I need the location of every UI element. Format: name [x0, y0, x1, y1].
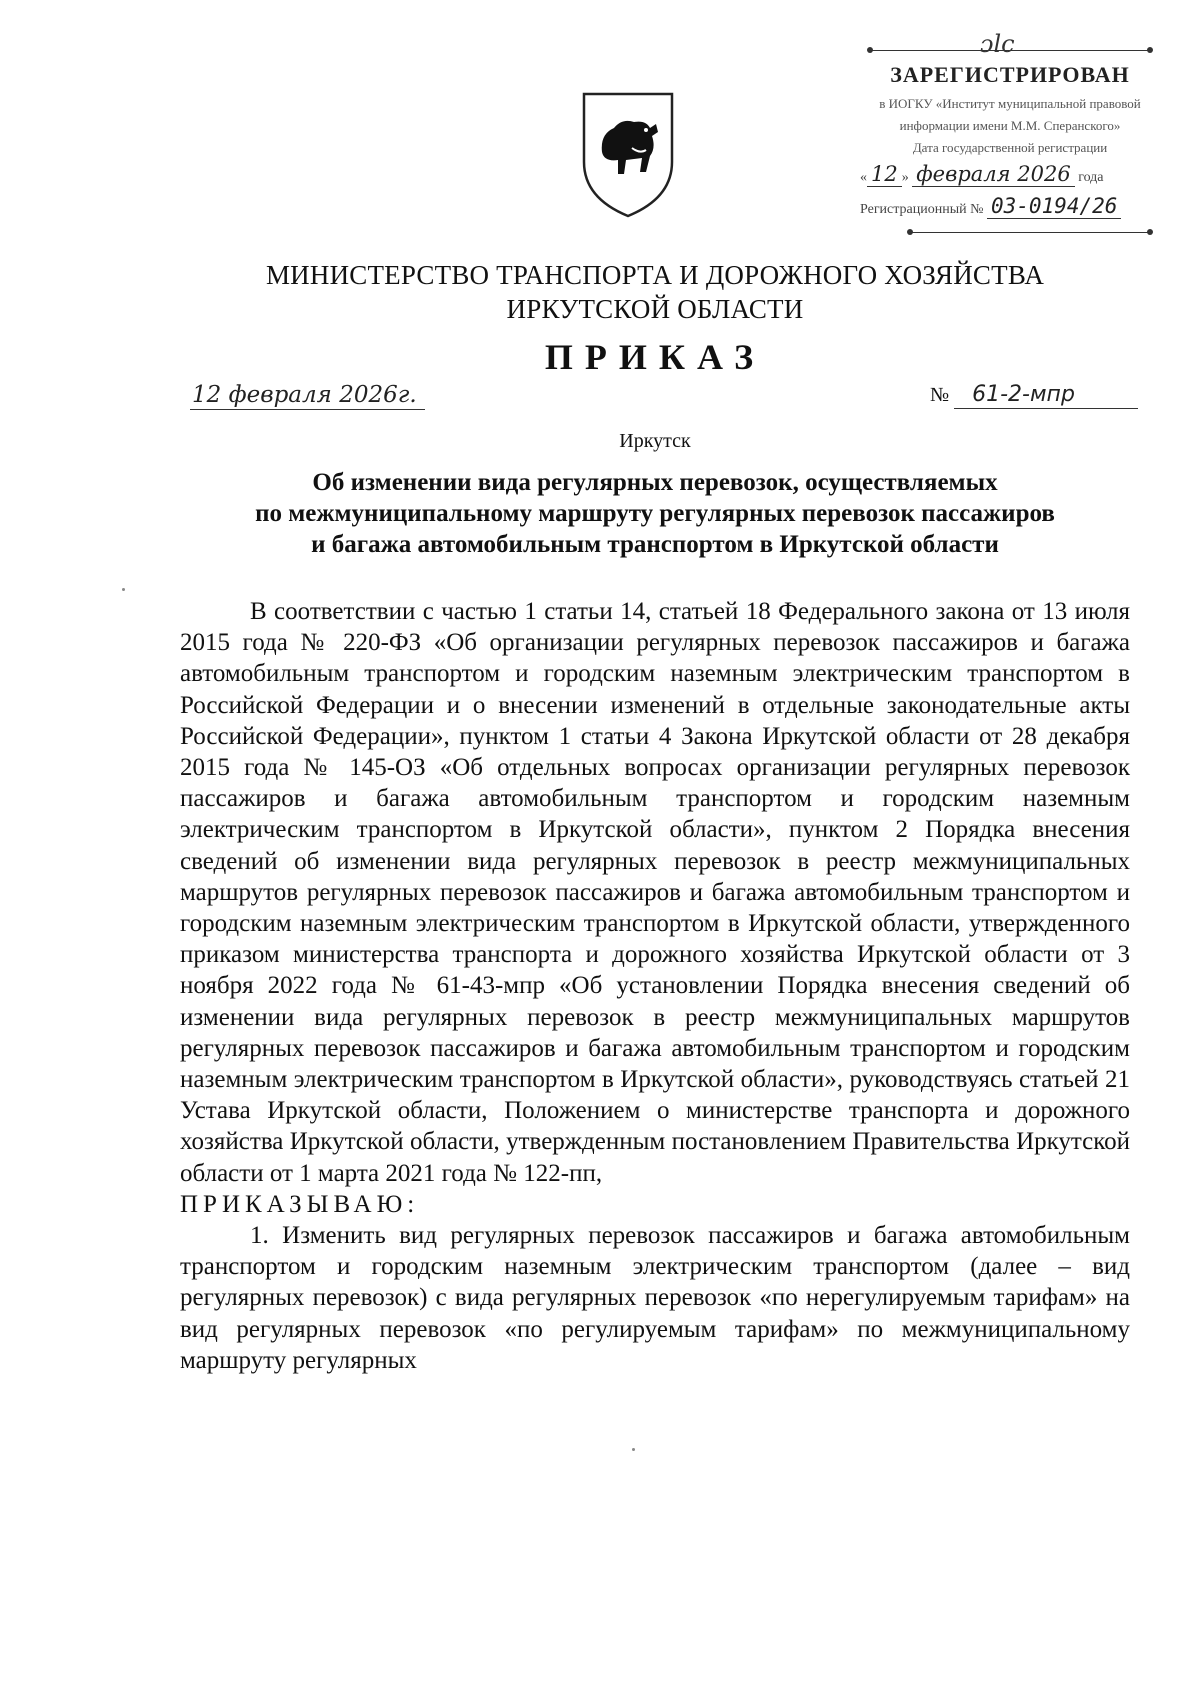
- stamp-date-suffix: года: [1078, 170, 1104, 185]
- stamp-reg-number: 03-0194/26: [987, 194, 1121, 219]
- stamp-date-month-year: февраля 2026: [912, 162, 1074, 187]
- order-date: 12 февраля 2026г.: [190, 382, 425, 410]
- document-type: ПРИКАЗ: [544, 337, 766, 377]
- scan-speck: [122, 588, 125, 591]
- heading-line-3: и багажа автомобильным транспортом в Иркутской области: [311, 531, 999, 558]
- stamp-bottom-line: [910, 232, 1150, 233]
- order-heading: [150, 467, 1160, 560]
- stamp-title: ЗАРЕГИСТРИРОВАН: [890, 62, 1130, 87]
- stamp-date-prefix: «: [860, 170, 867, 185]
- stamp-date-sep: »: [901, 170, 909, 185]
- preamble-paragraph: В соответствии с частью 1 статьи 14, статьей 18 Федерального закона от 13 июля 2015 года № 220-ФЗ «Об организации регулярных перевозок пассажиров и багажа автомобильным транспортом и городским наземным электрическим транспортом в Российской Федерации и о внесении изменений в отдельные законодательные акты Российской Федерации», пунктом 1 статьи 4 Закона Иркутской области от 28 декабря 2015 года № 145-ОЗ «Об отдельных вопросах организации регулярных перевозок пассажиров и багажа автомобильным транспортом и городским наземным электрическим транспортом в Иркутской области», пунктом 2 Порядка внесения сведений об изменении вида регулярных перевозок в реестр межмуниципальных маршрутов регулярных перевозок пассажиров и багажа автомобильным транспортом и городским наземным электрическим транспортом в Иркутской области, утвержденного приказом министерства транспорта и дорожного хозяйства Иркутской области от 3 ноября 2022 года № 61-43-мпр «Об установлении Порядка внесения сведений об изменении вида регулярных перевозок в реестр межмуниципальных маршрутов регулярных перевозок пассажиров и багажа автомобильным транспортом и городским наземным электрическим транспортом в Иркутской области», руководствуясь статьей 21 Устава Иркутской области, Положением о министерстве транспорта и дорожного хозяйства Иркутской области, утвержденным постановлением Правительства Иркутской области от 1 марта 2021 года № 122-пп,: [180, 598, 1130, 1187]
- stamp-date-day: 12: [867, 162, 902, 187]
- scan-speck: [632, 1448, 635, 1451]
- heading-line-2: по межмуниципальному маршруту регулярных перевозок пассажиров: [255, 500, 1055, 527]
- stamp-org-line-2: информации имени М.М. Сперанского»: [899, 118, 1121, 133]
- decree-word: ПРИКАЗЫВАЮ:: [180, 1190, 420, 1218]
- ministry-line-2: ИРКУТСКОЙ ОБЛАСТИ: [506, 294, 804, 324]
- order-body: [180, 596, 1130, 1376]
- order-number-label: №: [930, 384, 950, 406]
- ministry-line-1: МИНИСТЕРСТВО ТРАНСПОРТА И ДОРОЖНОГО ХОЗЯЙСТВА: [265, 260, 1045, 290]
- stamp-registration-date: [860, 162, 1180, 186]
- stamp-handwritten-mark: ɔlc: [980, 30, 1015, 58]
- city: Иркутск: [619, 430, 691, 452]
- ministry-name: [0, 258, 1200, 326]
- order-number: 61-2-мпр: [954, 382, 1138, 409]
- order-item-1: 1. Изменить вид регулярных перевозок пассажиров и багажа автомобильным транспортом и городским наземным электрическим транспортом (далее – вид регулярных перевозок) с вида регулярных перевозок «по нерегулируемым тарифам» на вид регулярных перевозок «по регулируемым тарифам» по межмуниципальному маршруту регулярных: [180, 1222, 1130, 1374]
- stamp-reg-label: Регистрационный №: [860, 202, 984, 217]
- stamp-registration-number: [860, 194, 1190, 218]
- heading-line-1: Об изменении вида регулярных перевозок, осуществляемых: [312, 469, 998, 496]
- stamp-org-line-1: в ИОГКУ «Институт муниципальной правовой: [879, 96, 1141, 111]
- irkutsk-coat-of-arms-icon: [580, 90, 676, 220]
- stamp-date-label: Дата государственной регистрации: [912, 140, 1108, 155]
- order-number-block: [930, 382, 1138, 409]
